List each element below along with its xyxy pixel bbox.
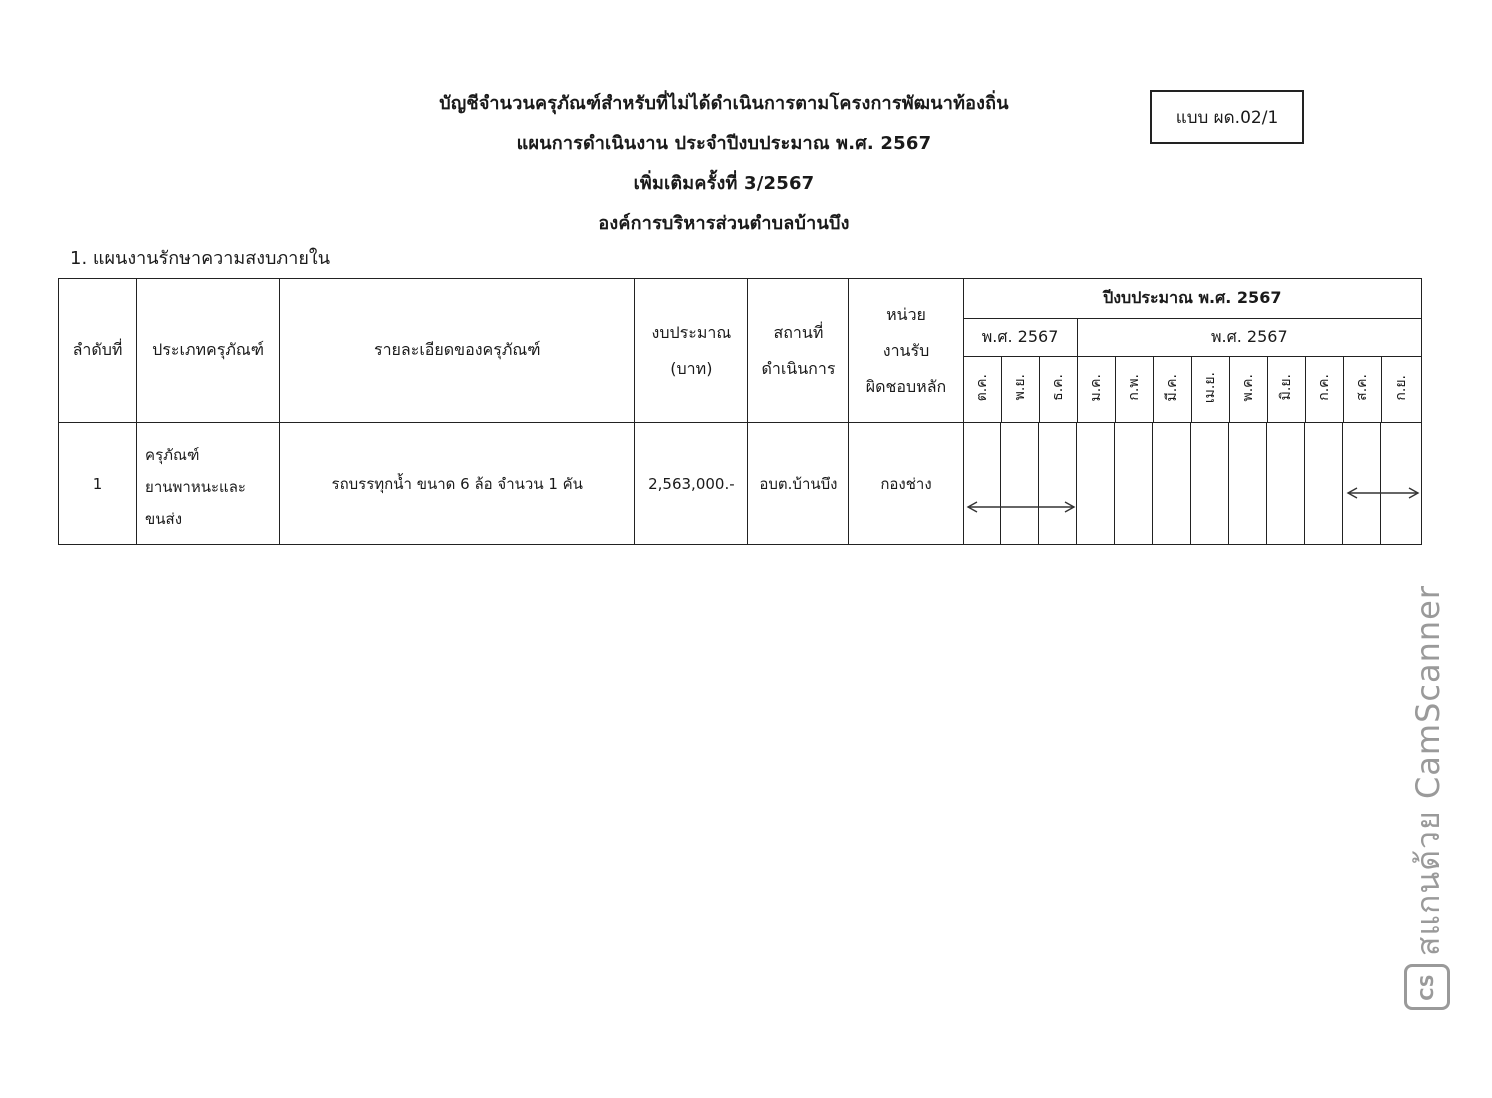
header-month bbox=[1153, 357, 1191, 423]
month-label: ก.ค. bbox=[1316, 374, 1333, 401]
month-label: ก.ย. bbox=[1393, 374, 1410, 401]
header-month bbox=[1381, 357, 1421, 423]
header-month bbox=[1229, 357, 1267, 423]
header-month bbox=[1115, 357, 1153, 423]
month-label: มี.ค. bbox=[1164, 373, 1181, 402]
camscanner-logo-icon bbox=[1404, 964, 1450, 1010]
header-no: ลำดับที่ bbox=[59, 279, 137, 423]
header-budget-line1: งบประมาณ bbox=[651, 322, 732, 342]
row-unit: กองช่าง bbox=[849, 423, 963, 545]
month-label: ก.พ. bbox=[1126, 374, 1143, 401]
row-location: อบต.บ้านบึง bbox=[748, 423, 849, 545]
month-label: ส.ค. bbox=[1354, 374, 1371, 401]
header-unit bbox=[849, 279, 963, 423]
header-budget bbox=[635, 279, 748, 423]
form-code: แบบ ผด.02/1 bbox=[1175, 107, 1279, 128]
document-subtitle-revision: เพิ่มเติมครั้งที่ 3/2567 bbox=[633, 173, 815, 194]
header-month bbox=[1305, 357, 1343, 423]
schedule-arrow bbox=[1348, 488, 1418, 498]
table-row bbox=[59, 423, 1422, 545]
month-label: ต.ค. bbox=[974, 373, 991, 402]
month-label: พ.ย. bbox=[1012, 374, 1029, 401]
equipment-plan-table bbox=[58, 278, 1422, 545]
row-detail: รถบรรทุกน้ำ ขนาด 6 ล้อ จำนวน 1 คัน bbox=[280, 423, 635, 545]
header-detail: รายละเอียดของครุภัณฑ์ bbox=[280, 279, 635, 423]
month-label: มิ.ย. bbox=[1278, 374, 1295, 401]
row-category-line1: ครุภัณฑ์ bbox=[145, 445, 200, 464]
header-category: ประเภทครุภัณฑ์ bbox=[137, 279, 280, 423]
header-unit-line1: หน่วย bbox=[886, 304, 926, 324]
document-subtitle-organization: องค์การบริหารส่วนตำบลบ้านบึง bbox=[598, 213, 850, 234]
watermark-text: สแกนด้วย CamScanner bbox=[1408, 585, 1447, 957]
header-budget-line2: (บาท) bbox=[670, 358, 713, 378]
month-label: ธ.ค. bbox=[1050, 374, 1067, 401]
row-budget: 2,563,000.- bbox=[635, 423, 748, 545]
row-category bbox=[137, 423, 280, 545]
header-unit-line2: งานรับ bbox=[882, 340, 930, 360]
header-location bbox=[748, 279, 849, 423]
header-location-line1: สถานที่ bbox=[773, 322, 824, 342]
header-month bbox=[1039, 357, 1077, 423]
header-month bbox=[1191, 357, 1229, 423]
header-unit-line3: ผิดชอบหลัก bbox=[865, 376, 947, 396]
header-month bbox=[1001, 357, 1039, 423]
form-code-box bbox=[1150, 90, 1304, 144]
header-fiscal-year: ปีงบประมาณ พ.ศ. 2567 bbox=[963, 279, 1421, 319]
camscanner-watermark bbox=[1402, 585, 1452, 1055]
header-month bbox=[1343, 357, 1381, 423]
schedule-area bbox=[963, 423, 1421, 545]
header-month bbox=[963, 357, 1001, 423]
schedule-arrows bbox=[964, 423, 1422, 545]
header-month bbox=[1267, 357, 1305, 423]
header-year-b: พ.ศ. 2567 bbox=[1077, 319, 1421, 357]
header-year-a: พ.ศ. 2567 bbox=[963, 319, 1077, 357]
header-month bbox=[1077, 357, 1115, 423]
document-title: บัญชีจำนวนครุภัณฑ์สำหรับที่ไม่ได้ดำเนินการตามโครงการพัฒนาท้องถิ่น bbox=[439, 93, 1009, 114]
row-category-line3: ขนส่ง bbox=[145, 509, 183, 528]
month-label: เม.ย. bbox=[1202, 371, 1219, 404]
row-no: 1 bbox=[59, 423, 137, 545]
schedule-arrow bbox=[968, 502, 1074, 512]
row-category-line2: ยานพาหนะและ bbox=[145, 477, 246, 496]
month-label: ม.ค. bbox=[1088, 373, 1105, 402]
watermark-logo-text: CS bbox=[1416, 973, 1438, 1001]
section-title: 1. แผนงานรักษาความสงบภายใน bbox=[70, 248, 331, 269]
header-location-line2: ดำเนินการ bbox=[761, 358, 836, 378]
month-label: พ.ค. bbox=[1240, 373, 1257, 402]
document-subtitle-plan: แผนการดำเนินงาน ประจำปีงบประมาณ พ.ศ. 2567 bbox=[516, 133, 932, 154]
